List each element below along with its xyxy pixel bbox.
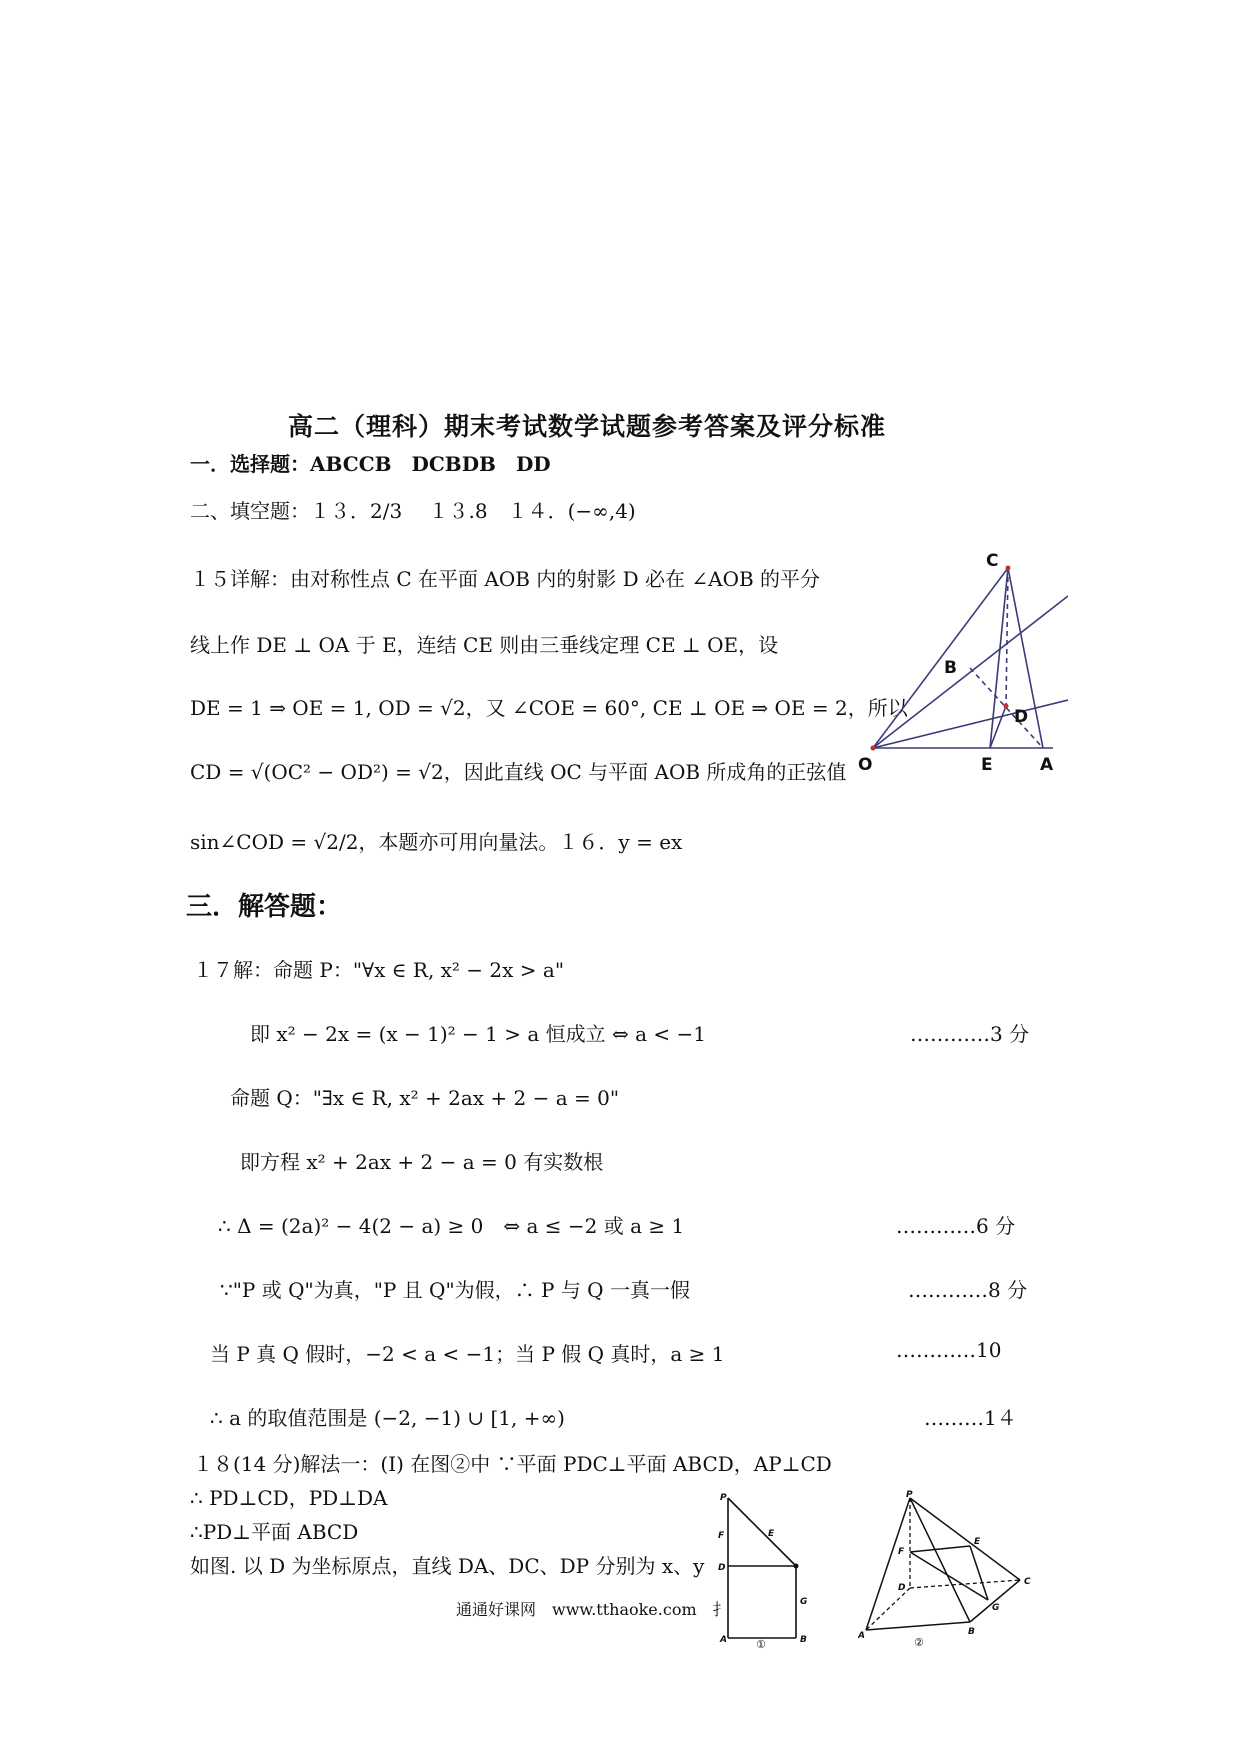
- edge-ab-fig2: [866, 1622, 970, 1630]
- q17-score-2: …………6 分: [896, 1214, 1016, 1238]
- q17-line-8: ∴ a 的取值范围是 (−2, −1) ∪ [1, +∞): [210, 1406, 565, 1430]
- fig2-label-a: A: [858, 1631, 865, 1641]
- q17-score-3: …………8 分: [908, 1278, 1028, 1302]
- edge-pb: [910, 1498, 970, 1622]
- q18-figure-1: [712, 1490, 822, 1650]
- edge-fe: [910, 1546, 970, 1552]
- fig2-label-c: C: [1024, 1577, 1031, 1587]
- label-d: D: [1014, 707, 1029, 727]
- q17-line-3: 命题 Q："∃x ∈ R, x² + 2ax + 2 − a = 0": [230, 1086, 620, 1110]
- edge-pa: [866, 1498, 910, 1630]
- fig2-label-b: B: [968, 1627, 975, 1637]
- fig1-label-d: D: [718, 1563, 726, 1573]
- point-c: [1006, 566, 1011, 571]
- edge-pc: [728, 1498, 796, 1566]
- page-footer: 通通好课网 www.tthaoke.com 扌: [456, 1600, 729, 1619]
- point-d: [1004, 704, 1009, 709]
- fig1-label-g: G: [800, 1597, 808, 1607]
- q17-score-5: ………1４: [924, 1406, 1017, 1430]
- fig1-label-e: E: [768, 1529, 775, 1539]
- q17-line-4: 即方程 x² + 2ax + 2 − a = 0 有实数根: [240, 1150, 604, 1174]
- q17-line-5: ∴ Δ = (2a)² − 4(2 − a) ≥ 0 ⇔ a ≤ −2 或 a ≥ 1: [218, 1214, 685, 1238]
- page-title: 高二（理科）期末考试数学试题参考答案及评分标准: [288, 412, 887, 441]
- point-o: [871, 746, 876, 751]
- fig2-label-p: P: [906, 1490, 913, 1500]
- section-solutions-heading: 三．解答题：: [186, 892, 343, 922]
- q15-line-1: １５详解：由对称性点 C 在平面 AOB 内的射影 D 必在 ∠AOB 的平分: [190, 567, 821, 591]
- q17-line-1: １７解：命题 P："∀x ∈ R, x² − 2x > a": [193, 958, 565, 982]
- q15-line-2: 线上作 DE ⊥ OA 于 E，连结 CE 则由三垂线定理 CE ⊥ OE，设: [190, 633, 779, 657]
- dash-dc: [910, 1580, 1020, 1588]
- fig1-label-a: A: [720, 1635, 727, 1645]
- fig2-label-g: G: [992, 1603, 1000, 1613]
- fig1-caption: ①: [756, 1638, 766, 1650]
- fig2-label-f: F: [898, 1547, 905, 1557]
- label-e: E: [981, 755, 993, 775]
- fig1-label-p: P: [720, 1493, 727, 1503]
- q18-line-1: １８(14 分)解法一：(I) 在图②中 ∵平面 PDC⊥平面 ABCD，AP⊥CD: [193, 1452, 832, 1476]
- q18-line-2: ∴ PD⊥CD，PD⊥DA: [190, 1486, 388, 1510]
- fig2-label-d: D: [898, 1583, 906, 1593]
- section-fill-answers: 二、填空题：１３．2/3 １３.8 １４．(−∞,4): [190, 499, 636, 523]
- q15-geometry-figure: [858, 548, 1068, 778]
- q15-line-4: CD = √(OC² − OD²) = √2，因此直线 OC 与平面 AOB 所成角的正弦值: [190, 760, 847, 784]
- label-c: C: [986, 551, 999, 571]
- point-c-fig1: [794, 1564, 799, 1569]
- q18-line-3: ∴PD⊥平面 ABCD: [190, 1520, 359, 1544]
- q17-line-2: 即 x² − 2x = (x − 1)² − 1 > a 恒成立 ⇔ a < −1: [250, 1022, 707, 1046]
- fig1-label-b: B: [800, 1635, 807, 1645]
- q15-line-3: DE = 1 ⇒ OE = 1, OD = √2，又 ∠COE = 60°, CE ⊥ OE ⇒ OE = 2，所以: [190, 696, 908, 720]
- edge-bc: [970, 1580, 1020, 1622]
- edge-ce: [990, 568, 1008, 748]
- q17-line-7: 当 P 真 Q 假时，−2 < a < −1；当 P 假 Q 真时，a ≥ 1: [210, 1342, 725, 1366]
- fig2-caption: ②: [914, 1636, 924, 1649]
- q17-line-6: ∵"P 或 Q"为真，"P 且 Q"为假，∴ P 与 Q 一真一假: [220, 1278, 690, 1302]
- q17-score-4: …………10: [896, 1338, 1002, 1362]
- q18-figure-2: [858, 1490, 1043, 1650]
- edge-fg: [910, 1552, 988, 1600]
- q15-line-5: sin∠COD = √2/2，本题亦可用向量法。１６．y = ex: [190, 830, 683, 854]
- edge-pc-fig2: [910, 1498, 1020, 1580]
- fig2-label-e: E: [974, 1537, 981, 1547]
- label-a: A: [1040, 755, 1054, 775]
- fig1-label-f: F: [718, 1531, 725, 1541]
- q18-line-4: 如图. 以 D 为坐标原点，直线 DA、DC、DP 分别为 x、y: [190, 1554, 705, 1578]
- label-b: B: [944, 658, 957, 678]
- section-choice-answers: 一．选择题：ABCCB DCBDB DD: [190, 452, 551, 476]
- label-o: O: [858, 755, 873, 775]
- q17-score-1: …………3 分: [910, 1022, 1030, 1046]
